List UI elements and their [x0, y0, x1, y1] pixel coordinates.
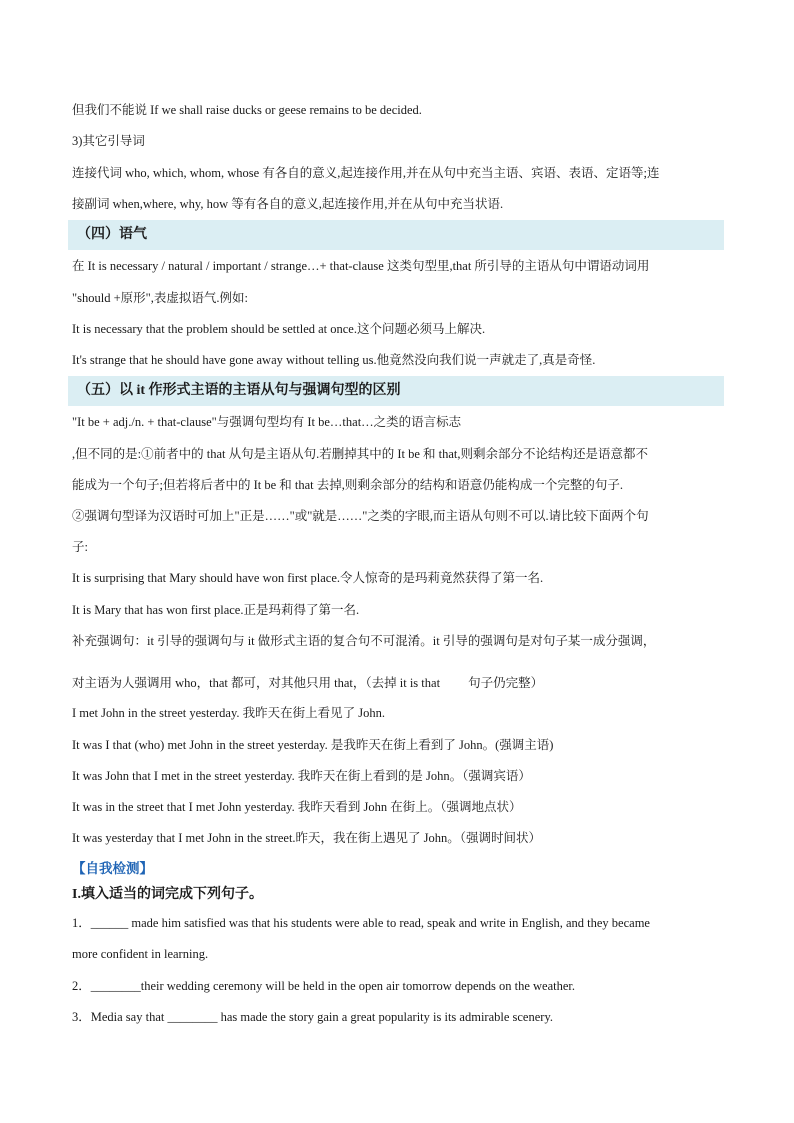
- line: It is surprising that Mary should have won first place.令人惊奇的是玛莉竟然获得了第一名.: [72, 571, 544, 585]
- line: ,但不同的是:①前者中的 that 从句是主语从句.若删掉其中的 It be 和 that,则剩余部分不论结构还是语意都不: [72, 447, 649, 461]
- line: It was yesterday that I met John in the street.昨天，我在街上遇见了 John。（强调时间状）: [72, 831, 542, 845]
- section-heading: （五）以 it 作形式主语的主语从句与强调句型的区别: [77, 383, 401, 398]
- exercise-item: 1．______ made him satisfied was that his students were able to read, speak and write in English, and they became: [72, 916, 650, 930]
- line: 能成为一个句子;但若将后者中的 It be 和 that 去掉,则剩余部分的结构和语意仍能构成一个完整的句子.: [72, 478, 624, 492]
- line: It was I that (who) met John in the street yesterday. 是我昨天在街上看到了 John。(强调主语): [72, 738, 554, 752]
- line: It's strange that he should have gone away without telling us.他竟然没向我们说一声就走了,真是奇怪.: [72, 353, 596, 367]
- line: It is Mary that has won first place.正是玛莉得了第一名.: [72, 603, 360, 617]
- line: 连接代词 who, which, whom, whose 有各自的意义,起连接作用,并在从句中充当主语、宾语、表语、定语等;连: [72, 166, 660, 180]
- line: It was John that I met in the street yesterday. 我昨天在街上看到的是 John。（强调宾语）: [72, 769, 531, 783]
- line: "should +原形",表虚拟语气.例如:: [72, 291, 248, 305]
- exercise-item-cont: more confident in learning.: [72, 947, 209, 961]
- line: 对主语为人强调用 who，that 都可，对其他只用 that，（去掉 it is that 句子仍完整）: [72, 676, 544, 690]
- line: It was in the street that I met John yesterday. 我昨天看到 John 在街上。（强调地点状）: [72, 800, 522, 814]
- line: 子:: [72, 540, 88, 554]
- line: 但我们不能说 If we shall raise ducks or geese remains to be decided.: [72, 103, 422, 117]
- exercise-item: 2．________their wedding ceremony will be held in the open air tomorrow depends on the weather.: [72, 979, 575, 993]
- line: 3)其它引导词: [72, 134, 145, 148]
- exercise-item: 3．Media say that ________ has made the story gain a great popularity is its admirable scenery.: [72, 1010, 554, 1024]
- line: "It be + adj./n. + that-clause"与强调句型均有 It be…that…之类的语言标志: [72, 415, 462, 429]
- line: I met John in the street yesterday. 我昨天在街上看见了 John.: [72, 706, 386, 720]
- line: ②强调句型译为汉语时可加上"正是……"或"就是……"之类的字眼,而主语从句则不可以.请比较下面两个句: [72, 509, 649, 523]
- exercise-heading: I.填入适当的词完成下列句子。: [72, 887, 263, 902]
- self-check-tag: 【自我检测】: [72, 861, 153, 876]
- section-heading: （四）语气: [77, 227, 147, 242]
- line: 接副词 when,where, why, how 等有各自的意义,起连接作用,并在从句中充当状语.: [72, 197, 504, 211]
- line: 在 It is necessary / natural / important / strange…+ that-clause 这类句型里,that 所引导的主语从句中谓语动词用: [72, 259, 650, 273]
- section-band: [68, 220, 724, 250]
- line: 补充强调句：it 引导的强调句与 it 做形式主语的复合句不可混淆。it 引导的强调句是对句子某一成分强调，: [72, 634, 656, 648]
- line: It is necessary that the problem should be settled at once.这个问题必须马上解决.: [72, 322, 486, 336]
